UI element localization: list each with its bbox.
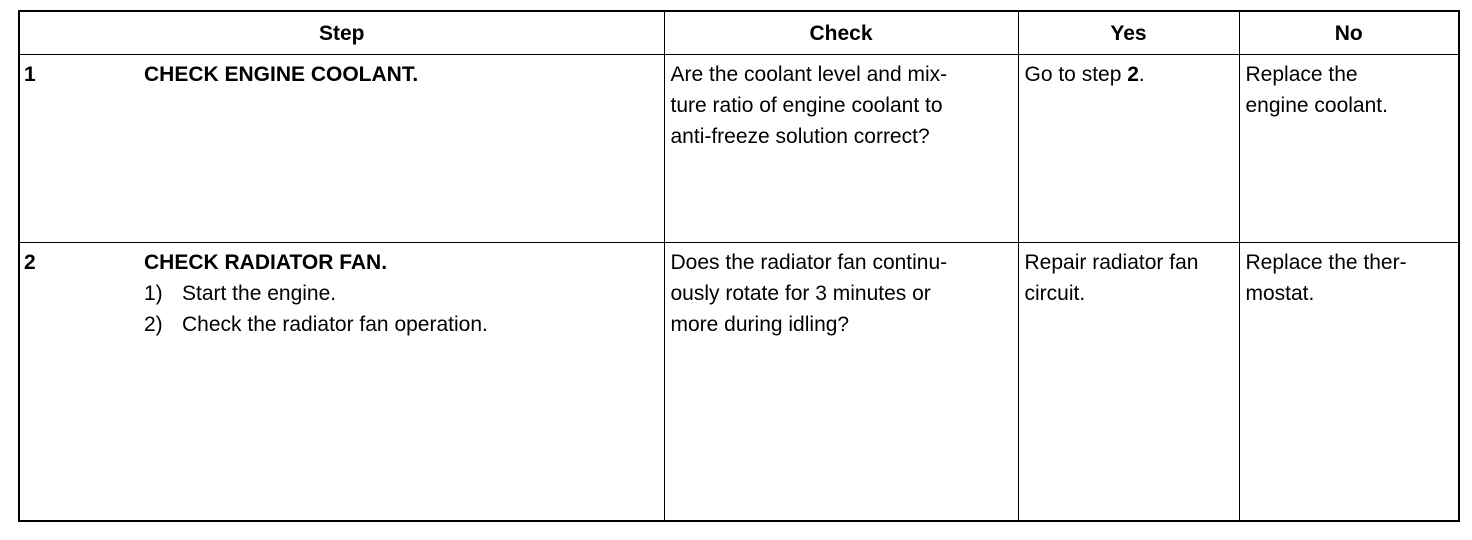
yes-step-ref: 2	[1127, 62, 1139, 86]
substep	[144, 278, 658, 309]
table-row	[20, 242, 1458, 520]
header-yes: Yes	[1018, 12, 1239, 54]
substep-number: 2)	[144, 312, 163, 336]
substep-text: Start the engine.	[182, 281, 337, 305]
no-cell	[1239, 54, 1458, 242]
step-number: 1	[24, 62, 36, 86]
substep	[144, 309, 658, 340]
yes-cell	[1018, 242, 1239, 520]
yes-text-suffix: .	[1138, 62, 1145, 86]
substep-text: Check the radiator fan operation.	[182, 312, 488, 336]
step-cell	[20, 242, 664, 520]
check-cell	[664, 242, 1018, 520]
yes-text: Repair radiator fan circuit.	[1024, 250, 1199, 305]
header-row	[20, 12, 1458, 54]
substep-number: 1)	[144, 281, 163, 305]
header-no: No	[1239, 12, 1458, 54]
step-title: CHECK ENGINE COOLANT.	[144, 62, 419, 86]
check-text: Does the radiator fan continu- ously rotate for 3 minutes or more during idling?	[670, 250, 948, 336]
step-cell	[20, 54, 664, 242]
check-text: Are the coolant level and mix- ture ratio of engine coolant to anti-freeze solution correct?	[670, 62, 948, 148]
diagnostic-table-frame	[18, 10, 1460, 522]
table-row	[20, 54, 1458, 242]
step-title: CHECK RADIATOR FAN.	[144, 250, 388, 274]
step-number: 2	[24, 250, 36, 274]
header-check: Check	[664, 12, 1018, 54]
check-cell	[664, 54, 1018, 242]
no-text: Replace the ther- mostat.	[1245, 250, 1407, 305]
yes-text-prefix: Go to step	[1024, 62, 1128, 86]
no-text: Replace the engine coolant.	[1245, 62, 1388, 117]
diagnostic-table	[20, 12, 1458, 520]
yes-cell	[1018, 54, 1239, 242]
header-step: Step	[20, 12, 664, 54]
no-cell	[1239, 242, 1458, 520]
